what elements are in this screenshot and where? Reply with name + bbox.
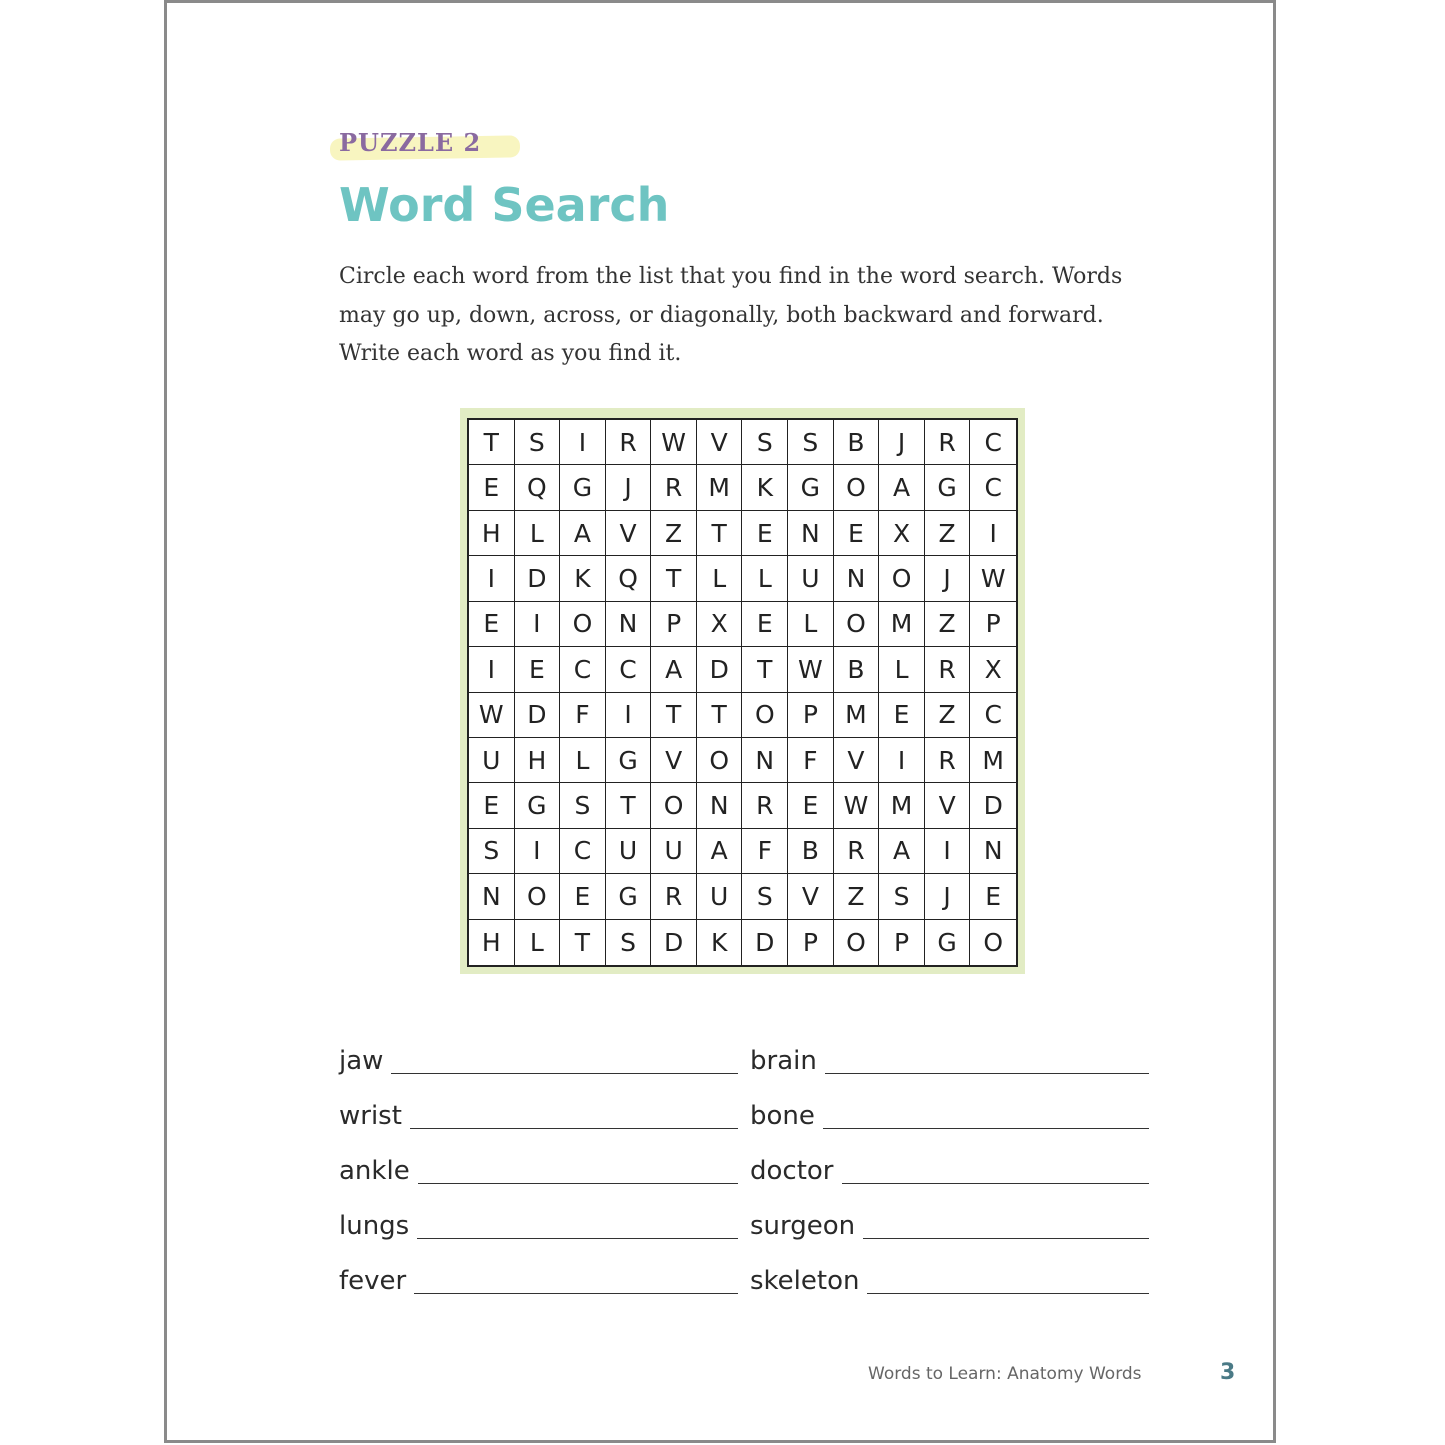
grid-cell[interactable]: E [970, 874, 1016, 919]
instructions [339, 258, 1159, 374]
grid-cell[interactable]: L [742, 556, 788, 601]
grid-cell[interactable]: K [742, 465, 788, 510]
answer-line[interactable] [823, 1127, 1149, 1129]
word-entry [339, 1155, 738, 1187]
grid-cell[interactable]: J [925, 874, 971, 919]
grid-cell[interactable]: M [879, 783, 925, 828]
grid-cell[interactable]: T [651, 693, 697, 738]
grid-cell[interactable]: C [606, 647, 652, 692]
grid-cell[interactable]: N [970, 829, 1016, 874]
grid-cell[interactable]: V [788, 874, 834, 919]
grid-cell[interactable]: I [925, 829, 971, 874]
grid-cell[interactable]: I [879, 738, 925, 783]
grid-cell[interactable]: I [469, 556, 515, 601]
grid-cell[interactable]: T [469, 420, 515, 465]
grid-cell[interactable]: G [606, 738, 652, 783]
word-label: jaw [339, 1046, 384, 1076]
grid-cell[interactable]: M [879, 602, 925, 647]
grid-cell[interactable]: O [834, 920, 880, 965]
grid-cell[interactable]: X [879, 511, 925, 556]
grid-cell[interactable]: U [788, 556, 834, 601]
grid-cell[interactable]: W [469, 693, 515, 738]
grid-cell[interactable]: D [651, 920, 697, 965]
grid-cell[interactable]: Q [606, 556, 652, 601]
grid-cell[interactable]: E [834, 511, 880, 556]
word-label: bone [750, 1101, 815, 1131]
grid-cell[interactable]: R [606, 420, 652, 465]
grid-cell[interactable]: T [742, 647, 788, 692]
grid-cell[interactable]: U [469, 738, 515, 783]
answer-line[interactable] [414, 1292, 738, 1294]
grid-cell[interactable]: X [697, 602, 743, 647]
word-entry [750, 1265, 1149, 1297]
page-number: 3 [1220, 1360, 1236, 1385]
word-label: lungs [339, 1211, 410, 1241]
grid-cell[interactable]: G [925, 465, 971, 510]
grid-cell[interactable]: S [788, 420, 834, 465]
grid-cell[interactable]: O [983, 927, 1004, 957]
word-label: surgeon [750, 1211, 856, 1241]
grid-cell[interactable]: Z [651, 511, 697, 556]
answer-line[interactable] [842, 1182, 1150, 1184]
grid-cell[interactable]: R [651, 874, 697, 919]
grid-cell[interactable]: N [606, 602, 652, 647]
grid-cell[interactable]: L [515, 920, 561, 965]
grid-cell[interactable]: L [697, 556, 743, 601]
grid-cell[interactable]: O [515, 874, 561, 919]
grid-cell[interactable]: F [560, 693, 606, 738]
grid-cell[interactable]: C [970, 465, 1016, 510]
grid-cell[interactable]: M [697, 465, 743, 510]
grid-cell[interactable]: M [834, 693, 880, 738]
grid-cell[interactable]: S [469, 829, 515, 874]
grid-cell[interactable]: I [469, 647, 515, 692]
grid-cell[interactable]: N [742, 738, 788, 783]
grid-cell[interactable]: T [697, 511, 743, 556]
puzzle-label: PUZZLE 2 [339, 128, 482, 157]
grid-cell[interactable]: C [970, 693, 1016, 738]
grid-cell[interactable]: J [879, 420, 925, 465]
grid-cell[interactable]: H [469, 920, 515, 965]
answer-line[interactable] [867, 1292, 1149, 1294]
grid-cell[interactable]: N [788, 511, 834, 556]
grid-cell[interactable]: D [515, 693, 561, 738]
answer-line[interactable] [410, 1127, 738, 1129]
grid-cell[interactable]: R [925, 420, 971, 465]
grid-cell[interactable]: J [925, 556, 971, 601]
grid-cell[interactable]: V [925, 783, 971, 828]
grid-cell[interactable]: L [560, 738, 606, 783]
grid-cell[interactable]: T [606, 783, 652, 828]
grid-cell[interactable]: I [970, 511, 1016, 556]
grid-cell[interactable]: W [651, 420, 697, 465]
grid-cell[interactable]: A [879, 465, 925, 510]
grid-cell[interactable]: O [834, 465, 880, 510]
grid-cell[interactable]: Q [515, 465, 561, 510]
grid-cell[interactable]: E [469, 783, 515, 828]
grid-cell[interactable]: C [560, 829, 606, 874]
word-entry [339, 1045, 738, 1077]
word-entry [750, 1155, 1149, 1187]
grid-cell[interactable]: U [697, 874, 743, 919]
grid-cell[interactable]: D [970, 783, 1016, 828]
word-search-grid [467, 418, 1018, 967]
grid-cell[interactable]: W [970, 556, 1016, 601]
grid-cell[interactable]: G [925, 920, 971, 965]
grid-cell[interactable]: R [651, 465, 697, 510]
footer-section-title: Words to Learn: Anatomy Words [868, 1364, 1142, 1384]
grid-cell[interactable]: C [970, 420, 1016, 465]
grid-cell[interactable]: M [970, 738, 1016, 783]
grid-cell[interactable]: R [925, 738, 971, 783]
instructions-line: Circle each word from the list that you find in the word search. Words [339, 264, 1123, 289]
grid-cell[interactable]: W [788, 647, 834, 692]
grid-cell[interactable]: W [834, 783, 880, 828]
grid-cell[interactable]: E [788, 783, 834, 828]
grid-cell[interactable]: G [560, 465, 606, 510]
grid-cell[interactable]: R [925, 647, 971, 692]
grid-cell[interactable]: V [697, 420, 743, 465]
grid-cell[interactable]: P [788, 693, 834, 738]
grid-cell[interactable]: T [560, 920, 606, 965]
grid-cell[interactable]: S [742, 420, 788, 465]
answer-line[interactable] [863, 1237, 1149, 1239]
instructions-line: may go up, down, across, or diagonally, both backward and forward. [339, 302, 1104, 328]
grid-cell[interactable]: V [606, 511, 652, 556]
grid-cell[interactable]: A [879, 829, 925, 874]
grid-cell[interactable]: I [606, 693, 652, 738]
grid-cell[interactable]: N [834, 556, 880, 601]
grid-cell[interactable]: P [970, 602, 1016, 647]
grid-cell[interactable]: F [742, 829, 788, 874]
grid-cell[interactable]: S [742, 874, 788, 919]
grid-cell[interactable]: J [606, 465, 652, 510]
grid-cell[interactable]: S [515, 420, 561, 465]
grid-cell[interactable]: H [469, 511, 515, 556]
grid-cell[interactable]: F [788, 738, 834, 783]
grid-cell[interactable]: Z [925, 693, 971, 738]
grid-cell[interactable]: E [742, 602, 788, 647]
grid-cell[interactable]: O [879, 556, 925, 601]
word-entry [339, 1100, 738, 1132]
answer-line[interactable] [391, 1072, 738, 1074]
grid-cell[interactable]: H [515, 738, 561, 783]
page-title: Word Search [339, 178, 670, 232]
grid-cell[interactable]: N [697, 783, 743, 828]
grid-cell[interactable]: B [834, 420, 880, 465]
grid-cell[interactable]: E [469, 465, 515, 510]
grid-cell[interactable]: O [697, 738, 743, 783]
grid-cell[interactable]: Z [834, 874, 880, 919]
grid-cell[interactable]: S [879, 874, 925, 919]
grid-cell[interactable]: A [697, 829, 743, 874]
grid-cell[interactable]: D [742, 920, 788, 965]
grid-cell[interactable]: E [742, 511, 788, 556]
grid-cell[interactable]: V [834, 738, 880, 783]
grid-cell[interactable]: D [697, 647, 743, 692]
grid-cell[interactable]: I [515, 602, 561, 647]
grid-cell[interactable]: D [515, 556, 561, 601]
grid-cell[interactable]: B [788, 829, 834, 874]
grid-cell[interactable]: G [606, 874, 652, 919]
grid-cell[interactable]: P [788, 920, 834, 965]
grid-cell[interactable]: S [606, 920, 652, 965]
word-label: fever [339, 1266, 407, 1296]
word-entry [750, 1100, 1149, 1132]
word-label: brain [750, 1046, 817, 1076]
grid-cell[interactable]: T [697, 693, 743, 738]
grid-cell[interactable]: I [560, 420, 606, 465]
grid-cell[interactable]: X [970, 647, 1016, 692]
grid-cell[interactable]: O [651, 783, 697, 828]
grid-cell[interactable]: E [879, 693, 925, 738]
grid-cell[interactable]: U [606, 829, 652, 874]
grid-cell[interactable]: V [651, 738, 697, 783]
grid-cell[interactable]: G [788, 465, 834, 510]
grid-cell[interactable]: E [469, 602, 515, 647]
grid-cell[interactable]: L [515, 511, 561, 556]
word-entry [339, 1210, 738, 1242]
grid-cell[interactable]: L [879, 647, 925, 692]
grid-cell[interactable]: K [560, 556, 606, 601]
grid-cell[interactable]: K [697, 920, 743, 965]
word-entry [750, 1045, 1149, 1077]
word-label: skeleton [750, 1266, 860, 1296]
grid-cell[interactable]: O [560, 602, 606, 647]
word-entry [750, 1210, 1149, 1242]
grid-cell[interactable]: O [742, 693, 788, 738]
grid-cell[interactable]: I [515, 829, 561, 874]
grid-cell[interactable]: P [879, 920, 925, 965]
grid-cell[interactable]: Z [925, 511, 971, 556]
grid-cell[interactable]: S [560, 783, 606, 828]
word-label: doctor [750, 1156, 834, 1186]
answer-line[interactable] [417, 1237, 738, 1239]
answer-line[interactable] [418, 1182, 738, 1184]
grid-cell[interactable]: R [834, 829, 880, 874]
grid-cell[interactable]: B [834, 647, 880, 692]
word-entry [339, 1265, 738, 1297]
grid-cell[interactable]: E [560, 874, 606, 919]
word-search-frame [460, 408, 1025, 974]
grid-cell[interactable]: P [651, 602, 697, 647]
grid-cell[interactable]: E [515, 647, 561, 692]
answer-line[interactable] [825, 1072, 1149, 1074]
grid-cell[interactable]: U [651, 829, 697, 874]
grid-cell[interactable]: C [560, 647, 606, 692]
grid-cell[interactable]: T [651, 556, 697, 601]
grid-cell[interactable]: O [834, 602, 880, 647]
grid-cell[interactable]: R [742, 783, 788, 828]
word-label: ankle [339, 1156, 410, 1186]
grid-cell[interactable]: A [651, 647, 697, 692]
instructions-line: Write each word as you find it. [339, 341, 682, 366]
grid-cell[interactable]: Z [925, 602, 971, 647]
grid-cell[interactable]: A [560, 511, 606, 556]
grid-cell[interactable]: N [469, 874, 515, 919]
grid-cell[interactable]: G [515, 783, 561, 828]
grid-cell[interactable]: L [788, 602, 834, 647]
word-label: wrist [339, 1101, 402, 1131]
